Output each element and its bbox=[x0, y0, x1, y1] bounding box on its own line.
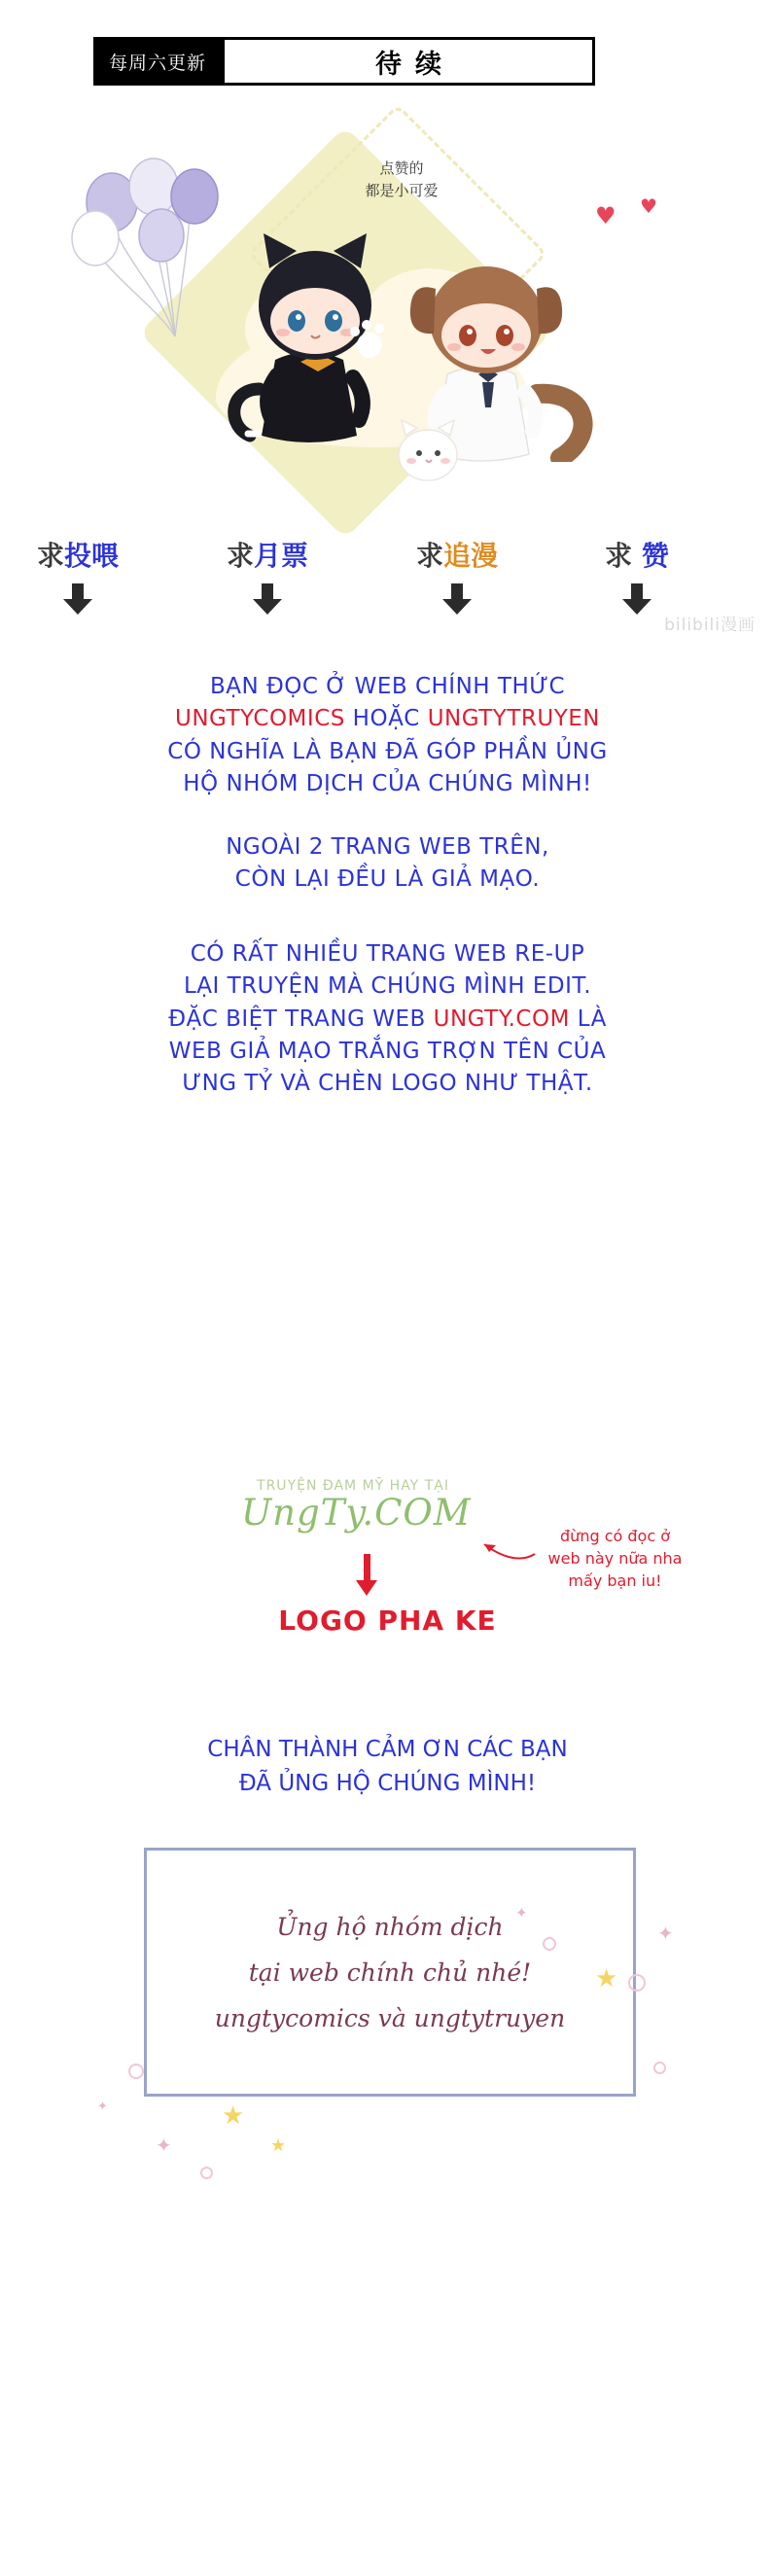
speech-note-line1: 点赞的 bbox=[379, 159, 424, 177]
site-ungtytruyen: UNGTYTRUYEN bbox=[427, 706, 600, 732]
notice-line-fake-site bbox=[0, 1004, 775, 1036]
fake-logo-label: LOGO PHA KE bbox=[278, 1605, 497, 1637]
request-item-like bbox=[559, 535, 715, 615]
request-keyword: 投喂 bbox=[64, 540, 120, 572]
thanks-line1: CHÂN THÀNH CẢM ƠN CÁC BẠN bbox=[207, 1737, 568, 1762]
arrow-down-icon bbox=[446, 583, 468, 615]
request-row bbox=[0, 535, 775, 661]
support-card-line3: ungtycomics và ungtytruyen bbox=[214, 2003, 566, 2032]
notice-line: CÒN LẠI ĐỀU LÀ GIẢ MẠO. bbox=[234, 866, 541, 893]
request-item-monthly-ticket bbox=[190, 535, 345, 615]
request-prefix: 求 bbox=[605, 540, 633, 572]
speech-note bbox=[338, 158, 465, 201]
conjunction: HOẶC bbox=[352, 706, 420, 732]
request-keyword: 追漫 bbox=[443, 540, 499, 572]
arrow-down-icon bbox=[626, 583, 648, 615]
speech-note-line2: 都是小可爱 bbox=[365, 181, 439, 199]
notice-line: ƯNG TỶ VÀ CHÈN LOGO NHƯ THẬT. bbox=[182, 1071, 593, 1097]
cat-boy-character bbox=[219, 204, 404, 447]
circle-decoration bbox=[200, 2167, 213, 2179]
update-schedule-label: 每周六更新 bbox=[93, 37, 222, 86]
star-icon: ★ bbox=[595, 1964, 618, 1994]
request-keyword: 赞 bbox=[641, 540, 669, 572]
notice-paragraph-3 bbox=[0, 938, 775, 1101]
arrow-down-icon bbox=[67, 583, 88, 615]
curved-arrow-icon bbox=[478, 1535, 537, 1564]
support-card-line1: Ủng hộ nhóm dịch bbox=[276, 1912, 504, 1941]
support-card bbox=[144, 1848, 636, 2097]
red-note-line1: đừng có đọc ở bbox=[560, 1527, 670, 1545]
arrow-down-icon bbox=[257, 583, 278, 615]
star-icon: ★ bbox=[270, 2135, 287, 2156]
request-prefix: 求 bbox=[226, 540, 254, 572]
red-warning-note bbox=[530, 1525, 700, 1593]
red-note-line2: web này nữa nha bbox=[547, 1549, 683, 1569]
notice-line: CÓ RẤT NHIỀU TRANG WEB RE-UP bbox=[190, 941, 585, 967]
fake-logo-name: UngTy.COM bbox=[241, 1492, 472, 1534]
fake-logo-tagline: TRUYỆN ĐAM MỸ HAY TẠI bbox=[257, 1478, 449, 1494]
star-icon: ★ bbox=[222, 2101, 245, 2131]
fake-logo-section bbox=[0, 1478, 775, 1682]
circle-decoration bbox=[653, 2062, 666, 2074]
notice-line: NGOÀI 2 TRANG WEB TRÊN, bbox=[226, 834, 549, 860]
request-item-follow bbox=[379, 535, 535, 615]
thanks-line2: ĐÃ ỦNG HỘ CHÚNG MÌNH! bbox=[238, 1770, 537, 1796]
fake-logo-graphic bbox=[241, 1478, 472, 1534]
notice-line: LẠI TRUYỆN MÀ CHÚNG MÌNH EDIT. bbox=[183, 973, 592, 1000]
red-arrow-down-icon bbox=[355, 1554, 380, 1599]
support-card-text bbox=[147, 1851, 633, 2094]
notice-line-websites bbox=[0, 703, 775, 735]
to-be-continued-label: 待续 bbox=[222, 37, 595, 86]
support-card-line2: tại web chính chủ nhé! bbox=[248, 1958, 532, 1987]
sparkle-icon: ✦ bbox=[657, 1922, 674, 1945]
heart-icon: ♥ bbox=[595, 202, 616, 229]
chapter-header-banner bbox=[93, 37, 595, 86]
white-kitten-plush bbox=[384, 408, 472, 486]
request-prefix: 求 bbox=[36, 540, 64, 572]
notice-line: CÓ NGHĨA LÀ BẠN ĐÃ GÓP PHẦN ỦNG bbox=[167, 738, 608, 764]
site-watermark: bilibili漫画 bbox=[664, 616, 756, 635]
circle-decoration bbox=[128, 2064, 144, 2079]
request-keyword: 月票 bbox=[254, 540, 309, 572]
notice-paragraph-2 bbox=[0, 831, 775, 897]
fake-site-url: UNGTY.COM bbox=[433, 1006, 570, 1032]
notice-line-suffix: LÀ bbox=[569, 1006, 607, 1032]
sparkle-icon: ✦ bbox=[156, 2134, 172, 2157]
notice-line-prefix: ĐẶC BIỆT TRANG WEB bbox=[168, 1006, 434, 1032]
notice-line: WEB GIẢ MẠO TRẮNG TRỢN TÊN CỦA bbox=[168, 1039, 607, 1065]
notice-line: HỘ NHÓM DỊCH CỦA CHÚNG MÌNH! bbox=[183, 771, 592, 797]
sparkle-icon: ✦ bbox=[515, 1904, 528, 1922]
sparkle-icon: ✦ bbox=[97, 2100, 108, 2114]
notice-paragraph-1 bbox=[0, 671, 775, 800]
notice-line: BẠN ĐỌC Ở WEB CHÍNH THỨC bbox=[209, 674, 566, 699]
chibi-illustration bbox=[0, 126, 775, 535]
request-item-feed bbox=[0, 535, 156, 615]
thanks-message bbox=[0, 1733, 775, 1800]
heart-icon: ♥ bbox=[640, 194, 657, 218]
request-prefix: 求 bbox=[415, 540, 443, 572]
red-note-line3: mấy bạn iu! bbox=[568, 1571, 662, 1591]
site-ungtycomics: UNGTYCOMICS bbox=[175, 706, 345, 732]
